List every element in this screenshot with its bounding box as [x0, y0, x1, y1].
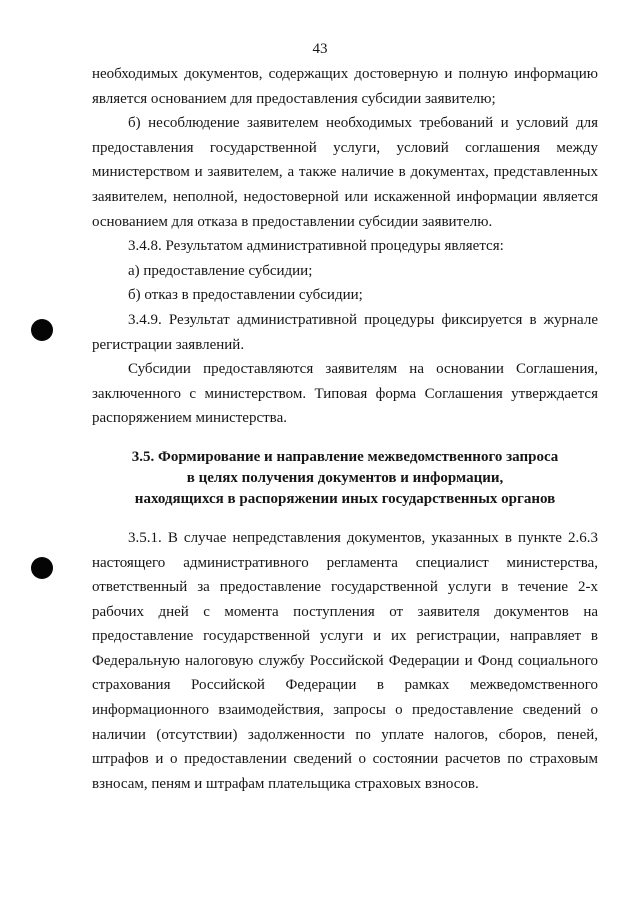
punch-hole-lower	[31, 557, 53, 579]
paragraph-subsidies: Субсидии предоставляются заявителям на основании Соглашения, заключенного с министерством. Типовая форма Соглашения утверждается распоряжением министерства.	[92, 361, 598, 427]
paragraph-3-5-1: 3.5.1. В случае непредставления документов, указанных в пункте 2.6.3 настоящего административного регламента специалист министерства, ответственный за предоставление государственной услуги в течение 2-х рабочих дней с момента поступления от заявителя документов на предоставление государственной услуги и их регистрации, направляет в Федеральную налоговую службу Российской Федерации и Фонд социального страхования Российской Федерации в рамках межведомственного информационного взаимодействия, запросы о предоставление сведений о наличии (отсутствии) задолженности по уплате налогов, сборов, пеней, штрафов и о предоставлении сведений о состоянии расчетов по страховым взносам, пеням и штрафам плательщика страховых взносов.	[92, 529, 598, 792]
section-heading	[92, 447, 598, 510]
section-heading-line-2: в целях получения документов и информации,	[186, 469, 504, 486]
paragraph-3-4-9: 3.4.9. Результат административной процедуры фиксируется в журнале регистрации заявлений.	[92, 311, 598, 353]
paragraph-3-4-8: 3.4.8. Результатом административной процедуры является:	[128, 238, 504, 255]
punch-hole-upper	[31, 319, 53, 341]
paragraph-continuation: необходимых документов, содержащих достоверную и полную информацию является основанием для предоставления субсидии заявителю;	[92, 66, 598, 107]
list-item-b: б) отказ в предоставлении субсидии;	[128, 287, 363, 304]
section-gap-top	[92, 431, 598, 447]
page-number: 43	[312, 41, 328, 57]
list-item-a: а) предоставление субсидии;	[128, 262, 313, 279]
section-heading-line-1: 3.5. Формирование и направление межведомственного запроса	[131, 448, 559, 465]
section-heading-line-3: находящихся в распоряжении иных государственных органов	[134, 490, 556, 507]
section-gap-bottom	[92, 510, 598, 526]
paragraph-refusal-grounds: б) несоблюдение заявителем необходимых требований и условий для предоставления государственной услуги, условий соглашения между министерством и заявителем, а также наличие в документах, представленных заявителем, неполной, недостоверной или искаженной информации является основанием для отказа в предоставлении субсидии заявителю.	[92, 115, 598, 230]
document-body	[92, 62, 598, 796]
